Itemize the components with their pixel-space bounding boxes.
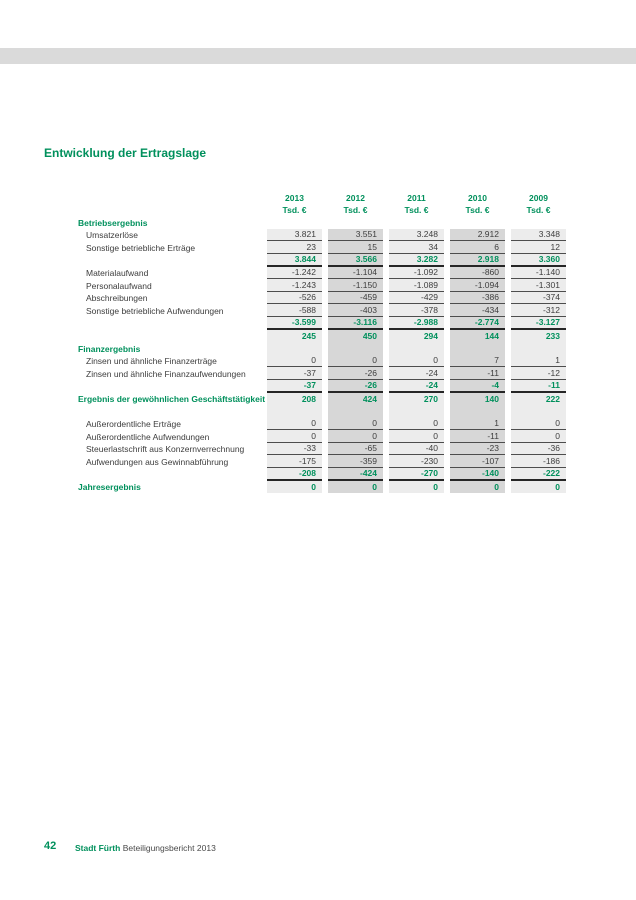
value-cell: 222 (511, 393, 566, 406)
value-cell: -1.140 (511, 267, 566, 280)
value-cell: -1.242 (267, 267, 322, 280)
value-cell: 270 (389, 393, 444, 406)
value-cell: -459 (328, 292, 383, 305)
value-cell: 0 (267, 430, 322, 443)
table-row-gap (78, 405, 566, 418)
value-cell: -1.243 (267, 279, 322, 292)
value-cell: -588 (267, 304, 322, 317)
value-cell: -526 (267, 292, 322, 305)
page-top-divider-bar (0, 48, 636, 64)
value-cell: -37 (267, 367, 322, 380)
footer-brand: Stadt Fürth (75, 843, 121, 853)
row-label: Aufwendungen aus Gewinnabführung (86, 457, 229, 468)
table-row-item (78, 279, 566, 292)
unit-header: Tsd. € (526, 205, 551, 216)
value-cell: 0 (389, 481, 444, 494)
value-cell: 3.566 (328, 254, 383, 267)
value-cell: -40 (389, 443, 444, 456)
value-cell: 208 (267, 393, 322, 406)
value-cell: -429 (389, 292, 444, 305)
unit-header: Tsd. € (404, 205, 429, 216)
value-cell: 12 (511, 241, 566, 254)
row-label: Umsatzerlöse (86, 230, 138, 241)
value-cell: 3.821 (267, 229, 322, 242)
value-cell: -3.127 (511, 317, 566, 330)
value-cell (267, 342, 322, 355)
table-body (78, 216, 566, 493)
value-cell: 34 (389, 241, 444, 254)
value-cell: 2.918 (450, 254, 505, 267)
value-cell: -11 (450, 430, 505, 443)
row-label: Betriebsergebnis (78, 217, 148, 228)
row-label (78, 405, 261, 418)
value-cell: -359 (328, 455, 383, 468)
value-cell: -186 (511, 455, 566, 468)
value-cell: -175 (267, 455, 322, 468)
value-cell: 144 (450, 330, 505, 343)
value-cell: 233 (511, 330, 566, 343)
value-cell: -434 (450, 304, 505, 317)
table-unit-header-row (78, 204, 566, 217)
value-cell: -24 (389, 380, 444, 393)
value-cell: -860 (450, 267, 505, 280)
value-cell: 0 (389, 418, 444, 431)
table-row-item (78, 443, 566, 456)
row-label: Materialaufwand (86, 268, 149, 279)
value-cell: 1 (511, 355, 566, 368)
value-cell: -26 (328, 380, 383, 393)
value-cell (450, 216, 505, 229)
value-cell (511, 216, 566, 229)
table-row-result (78, 330, 566, 343)
header-spacer (78, 204, 261, 217)
value-cell (389, 405, 444, 418)
year-header: 2013 (285, 192, 304, 203)
row-label: Steuerlastschrift aus Konzernverrechnung (86, 444, 245, 455)
value-cell (267, 216, 322, 229)
page-number: 42 (44, 840, 57, 852)
row-label: Abschreibungen (86, 293, 148, 304)
value-cell (328, 216, 383, 229)
value-cell: -270 (389, 468, 444, 481)
value-cell: -107 (450, 455, 505, 468)
value-cell: -12 (511, 367, 566, 380)
table-row-item (78, 304, 566, 317)
value-cell: 245 (267, 330, 322, 343)
value-cell: 0 (328, 418, 383, 431)
table-row-subtotal (78, 380, 566, 393)
value-cell: -1.094 (450, 279, 505, 292)
value-cell (511, 405, 566, 418)
value-cell: 1 (450, 418, 505, 431)
value-cell: -11 (450, 367, 505, 380)
value-cell: 0 (511, 430, 566, 443)
table-row-result (78, 481, 566, 494)
value-cell: -386 (450, 292, 505, 305)
value-cell: 0 (328, 355, 383, 368)
footer-text: Beteiligungsbericht 2013 (122, 843, 216, 853)
value-cell: -230 (389, 455, 444, 468)
value-cell (450, 342, 505, 355)
value-cell: 3.551 (328, 229, 383, 242)
value-cell: 6 (450, 241, 505, 254)
table-row-item (78, 241, 566, 254)
value-cell (389, 342, 444, 355)
value-cell: -33 (267, 443, 322, 456)
row-label: Außerordentliche Aufwendungen (86, 431, 210, 442)
value-cell: 3.282 (389, 254, 444, 267)
value-cell: 0 (328, 430, 383, 443)
value-cell: 0 (328, 481, 383, 494)
table-row-subtotal (78, 254, 566, 267)
value-cell: -1.089 (389, 279, 444, 292)
value-cell (328, 405, 383, 418)
table-row-result (78, 393, 566, 406)
row-label: Außerordentliche Erträge (86, 419, 181, 430)
value-cell: -312 (511, 304, 566, 317)
row-label: Finanzergebnis (78, 343, 141, 354)
row-label: Sonstige betriebliche Aufwendungen (86, 305, 224, 316)
value-cell: -26 (328, 367, 383, 380)
table-row-item (78, 292, 566, 305)
row-label (78, 317, 261, 330)
table-row-item (78, 355, 566, 368)
year-header: 2011 (407, 192, 426, 203)
table-row-section (78, 216, 566, 229)
value-cell (328, 342, 383, 355)
value-cell: -4 (450, 380, 505, 393)
table-year-header-row (78, 191, 566, 204)
value-cell: 0 (511, 418, 566, 431)
value-cell: 450 (328, 330, 383, 343)
value-cell: 0 (389, 355, 444, 368)
value-cell: -37 (267, 380, 322, 393)
header-spacer (78, 191, 261, 204)
value-cell: -24 (389, 367, 444, 380)
table-row-item (78, 418, 566, 431)
table-row-item (78, 229, 566, 242)
table-row-item (78, 455, 566, 468)
value-cell: -378 (389, 304, 444, 317)
value-cell: 15 (328, 241, 383, 254)
value-cell: -1.092 (389, 267, 444, 280)
value-cell: 3.248 (389, 229, 444, 242)
unit-header: Tsd. € (282, 205, 307, 216)
value-cell: -23 (450, 443, 505, 456)
value-cell: 3.844 (267, 254, 322, 267)
table-row-subtotal (78, 317, 566, 330)
value-cell (267, 405, 322, 418)
row-label (78, 380, 261, 393)
value-cell: 3.360 (511, 254, 566, 267)
value-cell: 7 (450, 355, 505, 368)
value-cell: 3.348 (511, 229, 566, 242)
value-cell (511, 342, 566, 355)
value-cell: -1.104 (328, 267, 383, 280)
value-cell: -222 (511, 468, 566, 481)
row-label: Jahresergebnis (78, 482, 141, 493)
table-row-subtotal (78, 468, 566, 481)
value-cell: -2.774 (450, 317, 505, 330)
row-label: Personalaufwand (86, 280, 152, 291)
value-cell: 2.912 (450, 229, 505, 242)
row-label: Zinsen und ähnliche Finanzerträge (86, 356, 217, 367)
value-cell: 0 (267, 355, 322, 368)
value-cell: -403 (328, 304, 383, 317)
value-cell: 0 (450, 481, 505, 494)
value-cell (450, 405, 505, 418)
year-header: 2009 (529, 192, 548, 203)
row-label (78, 254, 261, 267)
value-cell: -65 (328, 443, 383, 456)
value-cell: 0 (389, 430, 444, 443)
value-cell: -374 (511, 292, 566, 305)
unit-header: Tsd. € (343, 205, 368, 216)
unit-header: Tsd. € (465, 205, 490, 216)
table-row-item (78, 430, 566, 443)
value-cell: -2.988 (389, 317, 444, 330)
page-footer (75, 843, 216, 853)
row-label (78, 330, 261, 343)
value-cell: -424 (328, 468, 383, 481)
row-label: Zinsen und ähnliche Finanzaufwendungen (86, 368, 246, 379)
page-title: Entwicklung der Ertragslage (44, 146, 207, 160)
row-label (78, 468, 261, 481)
value-cell: -3.599 (267, 317, 322, 330)
value-cell: -140 (450, 468, 505, 481)
value-cell: 140 (450, 393, 505, 406)
row-label: Ergebnis der gewöhnlichen Geschäftstätigkeit (78, 394, 266, 405)
value-cell: 0 (267, 418, 322, 431)
value-cell: 424 (328, 393, 383, 406)
earnings-development-table (78, 191, 566, 493)
row-label: Sonstige betriebliche Erträge (86, 242, 196, 253)
table-row-section (78, 342, 566, 355)
value-cell: -3.116 (328, 317, 383, 330)
value-cell: -1.301 (511, 279, 566, 292)
value-cell: 23 (267, 241, 322, 254)
value-cell: -11 (511, 380, 566, 393)
value-cell: -36 (511, 443, 566, 456)
year-header: 2010 (468, 192, 487, 203)
table-row-item (78, 267, 566, 280)
value-cell: 0 (267, 481, 322, 494)
table-row-item (78, 367, 566, 380)
value-cell (389, 216, 444, 229)
value-cell: 294 (389, 330, 444, 343)
year-header: 2012 (346, 192, 365, 203)
value-cell: -1.150 (328, 279, 383, 292)
value-cell: 0 (511, 481, 566, 494)
value-cell: -208 (267, 468, 322, 481)
